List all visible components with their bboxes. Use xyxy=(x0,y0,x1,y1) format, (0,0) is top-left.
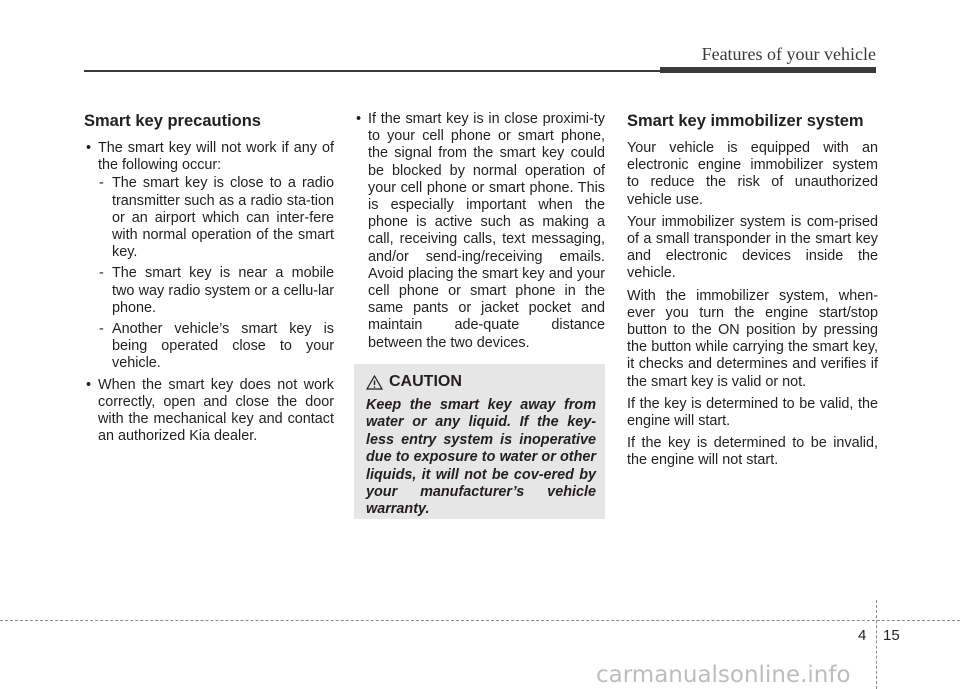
sub-item-text: The smart key is near a mobile two way radio system or a cellu-lar phone. xyxy=(112,265,334,316)
sub-item-text: The smart key is close to a radio transmitter such as a radio sta-tion or an airport which can inter-fere with normal operation of the smart key. xyxy=(112,175,334,261)
dash: - xyxy=(99,265,104,282)
column-right xyxy=(627,111,878,475)
paragraph: Your immobilizer system is com-prised of a small transponder in the smart key and electronic devices inside the vehicle. xyxy=(627,213,878,282)
column-left xyxy=(84,111,334,446)
caution-title: CAUTION xyxy=(389,373,462,390)
footer-divider xyxy=(876,600,877,689)
sub-item xyxy=(84,321,334,373)
bullet-item: • If the smart key is in close proximi-ty to your cell phone or smart phone, the signal from the smart key could be blocked by normal operation of your cell phone or smart phone. This is especially important when the phone is active such as making a call, receiving calls, text messaging, and/or send-ing/receiving emails. Avoid placing the smart key and your cell phone or smart phone in the same pants or jacket pocket and maintain ade-quate distance between the two devices. xyxy=(354,111,605,352)
heading-smart-key-precautions: Smart key precautions xyxy=(84,112,261,130)
dash: - xyxy=(99,321,104,338)
paragraph: Your vehicle is equipped with an electronic engine immobilizer system to reduce the risk of unauthorized vehicle use. xyxy=(627,140,878,208)
sub-item-text: Another vehicle’s smart key is being operated close to your vehicle. xyxy=(112,321,334,372)
bullet-item: • The smart key will not work if any of the following occur: xyxy=(84,140,334,174)
caution-text: Keep the smart key away from water or any liquid. If the key-less entry system is inoperative due to exposure to water or other liquids, it will not be cov-ered by your manufacturer’s vehicle warranty. xyxy=(366,397,596,518)
paragraph: If the key is determined to be invalid, the engine will not start. xyxy=(627,435,878,469)
column-middle xyxy=(354,111,605,353)
header-rule-accent xyxy=(660,67,876,73)
paragraph: With the immobilizer system, when-ever you turn the engine start/stop button to the ON position by pressing the button while carrying the smart key, it checks and determines and verifies if the smart key is valid or not. xyxy=(627,287,878,390)
sub-item xyxy=(84,265,334,317)
caution-header xyxy=(366,373,462,391)
bullet-item: • When the smart key does not work correctly, open and close the door with the mechanical key and contact an authorized Kia dealer. xyxy=(84,377,334,446)
page-number: 15 xyxy=(883,627,900,644)
heading-immobilizer: Smart key immobilizer system xyxy=(627,112,864,130)
footer-rule xyxy=(0,620,960,621)
chapter-number: 4 xyxy=(858,627,867,644)
caution-box xyxy=(354,364,605,519)
section-title: Features of your vehicle xyxy=(701,44,876,64)
watermark: carmanualsonline.info xyxy=(596,662,851,688)
warning-icon xyxy=(366,375,383,390)
dash: - xyxy=(99,175,104,192)
sub-item xyxy=(84,175,334,261)
paragraph: If the key is determined to be valid, the engine will start. xyxy=(627,395,878,430)
